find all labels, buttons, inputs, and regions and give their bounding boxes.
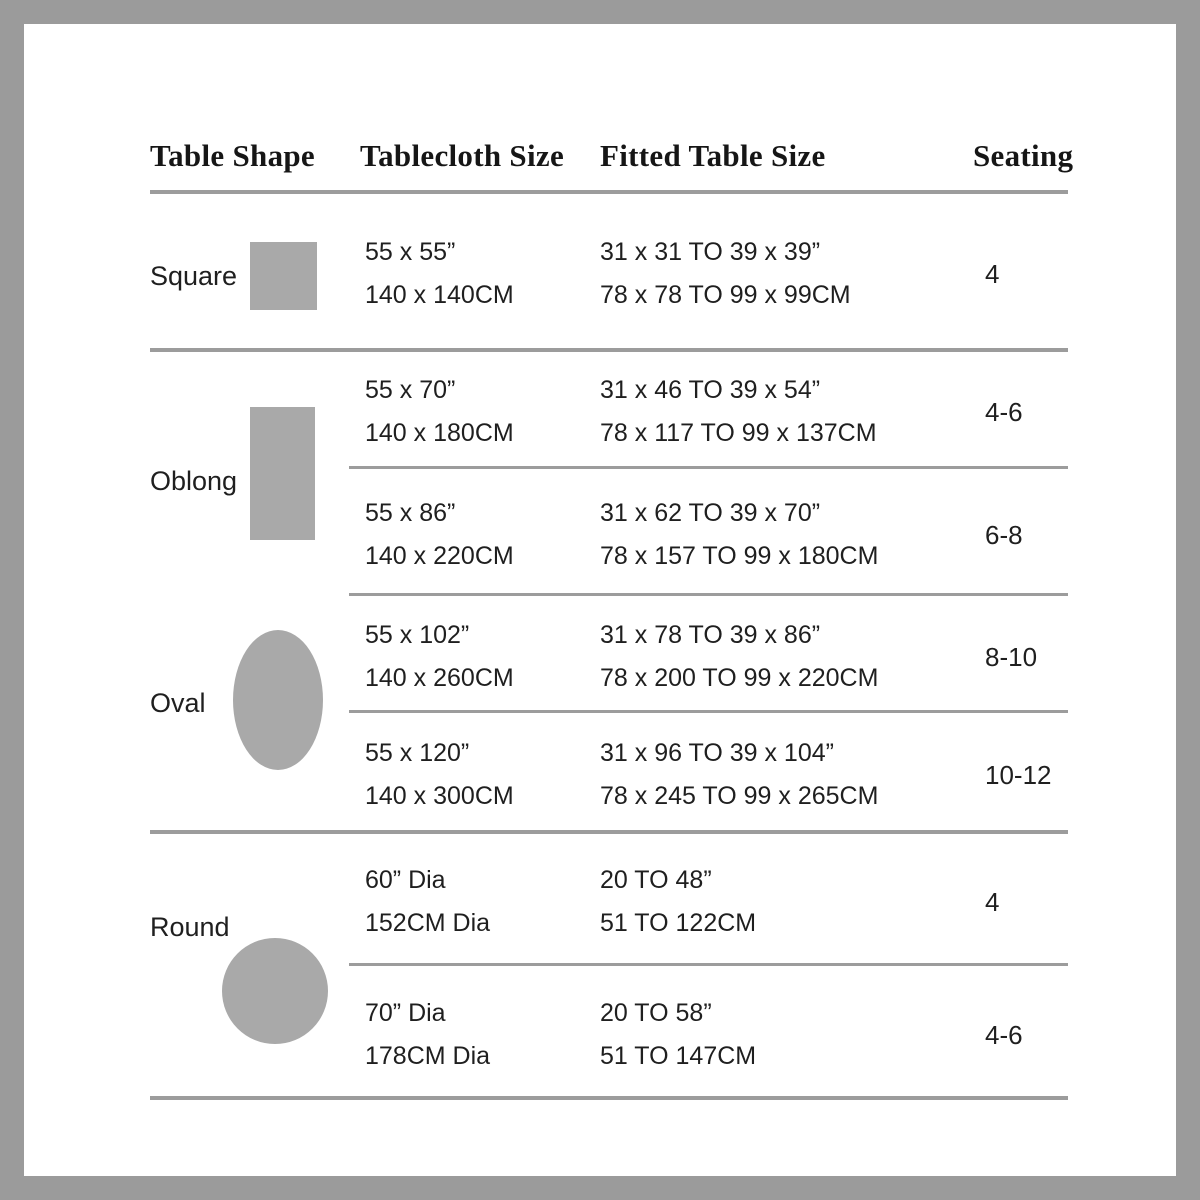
column-header-fitted-table-size: Fitted Table Size	[600, 138, 826, 173]
shape-label-round: Round	[150, 912, 230, 942]
tablecloth-size-inches: 55 x 86”	[365, 498, 456, 527]
fitted-table-size-cell	[600, 231, 851, 317]
fitted-size-inches: 31 x 62 TO 39 x 70”	[600, 498, 821, 527]
tablecloth-size-inches: 55 x 55”	[365, 238, 456, 266]
tablecloth-size-cell	[365, 992, 490, 1078]
column-header-seating: Seating	[973, 138, 1074, 173]
tablecloth-size-cm: 140 x 180CM	[365, 419, 514, 447]
tablecloth-size-cell	[365, 369, 514, 455]
column-header-table-shape: Table Shape	[150, 138, 315, 173]
seating-value: 10-12	[985, 760, 1052, 790]
tablecloth-size-inches: 55 x 120”	[365, 739, 470, 767]
tablecloth-size-cell	[365, 231, 514, 317]
shape-label-square: Square	[150, 261, 238, 291]
divider-line	[150, 1096, 1068, 1100]
shape-label-oblong: Oblong	[150, 466, 238, 496]
seating-value: 8-10	[985, 641, 1038, 672]
table-row-round-2	[150, 963, 1068, 1096]
fitted-table-size-cell	[600, 492, 878, 578]
fitted-size-cm: 78 x 78 TO 99 x 99CM	[600, 281, 851, 309]
column-header-tablecloth-size: Tablecloth Size	[360, 138, 565, 173]
fitted-size-inches: 20 TO 48”	[600, 865, 712, 894]
seating-value: 6-8	[985, 519, 1023, 550]
shape-label-oval: Oval	[150, 688, 206, 718]
size-chart-page	[24, 24, 1176, 1176]
seating-value: 4	[985, 259, 1000, 289]
tablecloth-size-cm: 140 x 260CM	[365, 663, 514, 692]
table-row-square	[150, 190, 1068, 348]
fitted-size-inches: 20 TO 58”	[600, 998, 712, 1027]
tablecloth-size-cell	[365, 614, 514, 700]
tablecloth-size-cm: 152CM Dia	[365, 908, 491, 937]
fitted-table-size-cell	[600, 369, 877, 455]
fitted-size-cm: 51 TO 122CM	[600, 908, 757, 937]
table-row-oblong-2	[150, 466, 1068, 593]
fitted-size-inches: 31 x 46 TO 39 x 54”	[600, 376, 821, 404]
seating-value: 4-6	[985, 1019, 1023, 1050]
tablecloth-size-cm: 178CM Dia	[365, 1041, 491, 1070]
table-row-oval-1	[150, 593, 1068, 710]
fitted-size-cm: 78 x 200 TO 99 x 220CM	[600, 663, 879, 692]
fitted-table-size-cell	[600, 992, 756, 1078]
tablecloth-size-inches: 70” Dia	[365, 998, 446, 1027]
fitted-size-cm: 78 x 157 TO 99 x 180CM	[600, 541, 879, 570]
tablecloth-size-cm: 140 x 140CM	[365, 281, 514, 309]
fitted-table-size-cell	[600, 732, 878, 818]
table-row-round-1	[150, 830, 1068, 963]
fitted-table-size-cell	[600, 859, 756, 945]
tablecloth-size-cell	[365, 859, 490, 945]
tablecloth-size-cm: 140 x 300CM	[365, 782, 514, 810]
fitted-size-cm: 78 x 117 TO 99 x 137CM	[600, 419, 877, 447]
tablecloth-size-cell	[365, 732, 514, 818]
seating-value: 4	[985, 886, 1000, 917]
tablecloth-size-inches: 55 x 102”	[365, 620, 470, 649]
tablecloth-size-inches: 60” Dia	[365, 865, 446, 894]
tablecloth-size-cell	[365, 492, 514, 578]
tablecloth-size-inches: 55 x 70”	[365, 376, 456, 404]
seating-value: 4-6	[985, 397, 1023, 427]
table-row-oblong-1	[150, 348, 1068, 466]
fitted-table-size-cell	[600, 614, 878, 700]
fitted-size-cm: 51 TO 147CM	[600, 1041, 757, 1070]
fitted-size-inches: 31 x 31 TO 39 x 39”	[600, 238, 821, 266]
fitted-size-inches: 31 x 96 TO 39 x 104”	[600, 739, 834, 767]
tablecloth-size-cm: 140 x 220CM	[365, 541, 514, 570]
fitted-size-cm: 78 x 245 TO 99 x 265CM	[600, 782, 879, 810]
table-row-oval-2	[150, 710, 1068, 830]
fitted-size-inches: 31 x 78 TO 39 x 86”	[600, 620, 821, 649]
